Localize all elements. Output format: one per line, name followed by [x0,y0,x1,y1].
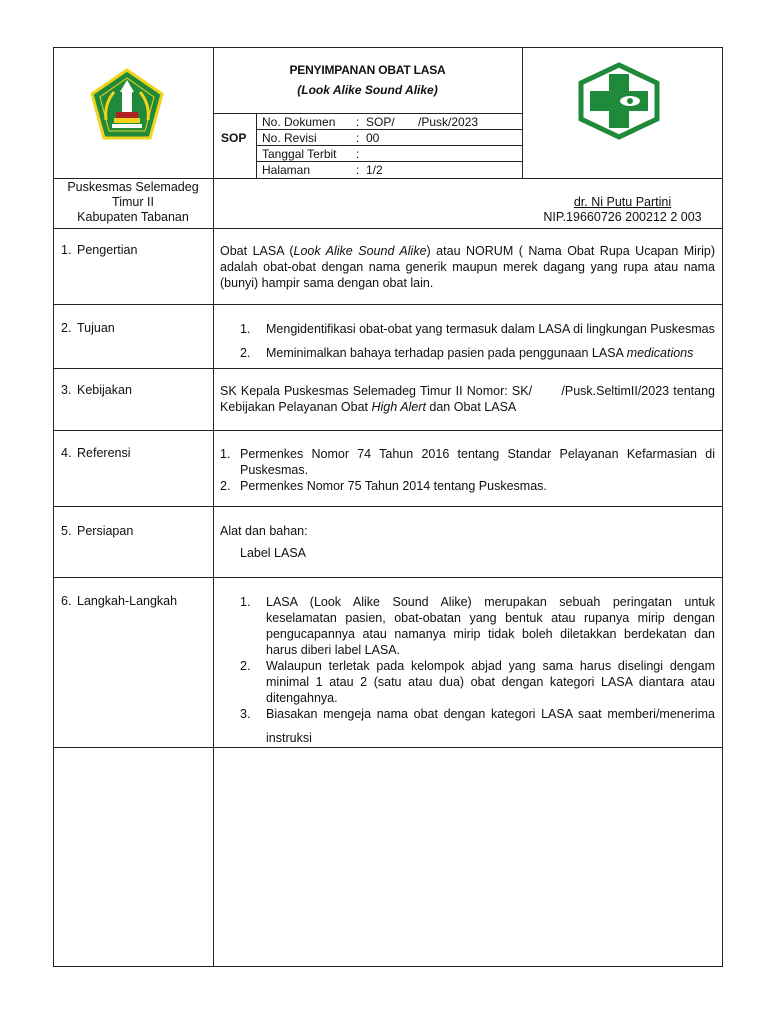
org-line: Timur II [112,195,154,209]
org-line: Puskesmas Selemadeg [67,180,199,194]
section-body-kebijakan [220,383,719,415]
meta-key: No. Revisi [262,131,317,145]
section-number: 1. [61,243,72,257]
section-title: Kebijakan [77,383,132,397]
list-item [240,321,715,337]
document-title: PENYIMPANAN OBAT LASA [289,63,446,77]
list-item [240,594,715,658]
section-label-referensi [61,446,131,460]
list-text: LASA (Look Alike Sound Alike) merupakan sebuah peringatan untuk keselamatan pasien, obat-obatan yang bentuk atau rupanya mirip dengan pengucapannya atau namanya mirip tidak boleh diletakkan berdekatan dan harus diberi label LASA. [266,595,715,657]
list-item [240,658,715,706]
signatory-name: dr. Ni Putu Partini [573,195,672,209]
list-text: Mengidentifikasi obat-obat yang termasuk dalam LASA di lingkungan Puskesmas [266,322,715,336]
list-text: Walaupun terletak pada kelompok abjad yang sama harus diselingi dengam minimal 1 atau 2 (satu atau dua) obat dengan kategori LASA diantara atau ditengahnya. [266,659,715,705]
list-text: Biasakan mengeja nama obat dengan kategori LASA saat memberi/menerima instruksi [266,707,715,745]
section-number: 5. [61,524,72,538]
signatory-nip: NIP.19660726 200212 2 003 [543,210,702,224]
row-separator [53,430,723,431]
regency-crest-logo [90,68,164,140]
list-text: Permenkes Nomor 75 Tahun 2014 tentang Puskesmas. [240,479,547,493]
meta-value: 1/2 [366,163,383,177]
list-number: 1. [220,447,231,461]
section-number: 2. [61,321,72,335]
list-item [240,702,715,750]
meta-key: Tanggal Terbit [262,147,337,161]
org-line: Kabupaten Tabanan [77,210,189,224]
meta-sep: : [356,147,360,161]
column-divider [213,47,214,967]
list-number: 2. [240,346,251,360]
list-number: 1. [240,595,251,609]
body-italic: Look Alike Sound Alike [293,244,427,258]
row-separator [53,577,723,578]
row-separator [53,368,723,369]
section-label-tujuan [61,321,115,335]
section-title: Langkah-Langkah [77,594,178,608]
document-subtitle: (Look Alike Sound Alike) [297,83,438,97]
meta-value: 00 [366,131,380,145]
section-number: 3. [61,383,72,397]
section-title: Persiapan [77,524,134,538]
list-number: 2. [220,479,231,493]
list-number: 2. [240,659,251,673]
section-label-persiapan [61,524,133,538]
meta-key: Halaman [262,163,311,177]
section-number: 4. [61,446,72,460]
body-text: dan Obat LASA [425,400,517,414]
meta-key: No. Dokumen [262,115,336,129]
persiapan-line-2: Label LASA [240,546,307,560]
section-title: Pengertian [77,243,138,257]
langkah-list [240,594,715,750]
meta-sep: : [356,131,360,145]
header-right-divider [522,47,523,179]
referensi-list [220,446,715,494]
row-separator [53,506,723,507]
meta-table-line [256,113,257,179]
list-text: Meminimalkan bahaya terhadap pasien pada penggunaan LASA [266,346,627,360]
section-label-kebijakan [61,383,132,397]
row-separator [53,304,723,305]
meta-sep: : [356,163,360,177]
meta-sep: : [356,115,360,129]
section-label-pengertian [61,243,137,257]
signatory-block [522,195,723,225]
meta-value: SOP/ /Pusk/2023 [366,115,479,129]
list-italic: medications [626,346,694,360]
body-text: Obat LASA ( [220,244,294,258]
header-bottom-line [53,178,723,179]
persiapan-line-1: Alat dan bahan: [220,524,308,538]
list-item [240,345,715,361]
list-text: Permenkes Nomor 74 Tahun 2016 tentang Standar Pelayanan Kefarmasian di Puskesmas. [240,447,715,477]
section-title: Tujuan [77,321,115,335]
organization-name [53,180,213,225]
list-number: 1. [240,322,251,336]
list-item [220,446,715,478]
tujuan-list [240,321,715,361]
puskesmas-green-cross-logo [578,62,660,140]
body-text: ) atau NORUM ( Nama Obat Rupa Ucapan Mirip) adalah obat-obat dengan nama generik maupun merek dagang yang rupa atau nama (bunyi) hampir sama dengan obat lain. [220,244,716,290]
list-number: 3. [240,707,251,721]
body-text: SK Kepala Puskesmas Selemadeg Timur II Nomor: SK/ /Pusk.SeltimII/2023 tentang Kebijakan Pelayanan Obat [220,384,719,414]
sop-label: SOP [221,131,247,145]
body-italic: High Alert [371,400,426,414]
section-label-langkah [61,594,177,608]
section-body-pengertian [220,243,715,291]
row-separator [53,228,723,229]
list-item [220,478,715,494]
section-number: 6. [61,594,72,608]
section-title: Referensi [77,446,131,460]
